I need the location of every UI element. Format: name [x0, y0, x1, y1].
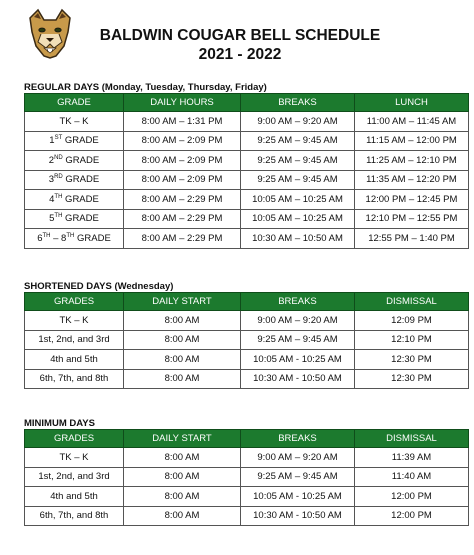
dismissal-cell: 12:00 PM: [355, 487, 469, 507]
dismissal-cell: 12:30 PM: [355, 369, 469, 389]
start-cell: 8:00 AM: [124, 350, 241, 370]
hours-cell: 8:00 AM – 2:09 PM: [124, 170, 241, 190]
table-row: [25, 112, 469, 132]
breaks-cell: 9:25 AM – 9:45 AM: [241, 330, 355, 350]
shortened-days-table: [24, 292, 469, 389]
table-row: [25, 506, 469, 526]
col-header-dismissal: DISMISSAL: [355, 430, 469, 448]
breaks-cell: 10:05 AM – 10:25 AM: [241, 190, 355, 210]
grade-cell: 1ST GRADE: [25, 131, 124, 151]
col-header-breaks: BREAKS: [241, 94, 355, 112]
breaks-cell: 10:30 AM – 10:50 AM: [241, 229, 355, 249]
hours-cell: 8:00 AM – 2:09 PM: [124, 151, 241, 171]
lunch-cell: 12:10 PM – 12:55 PM: [355, 209, 469, 229]
start-cell: 8:00 AM: [124, 311, 241, 331]
table-row: [25, 311, 469, 331]
table-row: [25, 487, 469, 507]
lunch-cell: 11:35 AM – 12:20 PM: [355, 170, 469, 190]
dismissal-cell: 12:00 PM: [355, 506, 469, 526]
lunch-cell: 11:15 AM – 12:00 PM: [355, 131, 469, 151]
breaks-cell: 10:30 AM - 10:50 AM: [241, 369, 355, 389]
grade-cell: TK – K: [25, 448, 124, 468]
grade-cell: 1st, 2nd, and 3rd: [25, 330, 124, 350]
table-header-row: [25, 94, 469, 112]
lunch-cell: 11:25 AM – 12:10 PM: [355, 151, 469, 171]
lunch-cell: 12:55 PM – 1:40 PM: [355, 229, 469, 249]
page-title: [90, 26, 390, 64]
hours-cell: 8:00 AM – 2:29 PM: [124, 190, 241, 210]
start-cell: 8:00 AM: [124, 369, 241, 389]
grade-cell: 3RD GRADE: [25, 170, 124, 190]
grade-cell: TK – K: [25, 112, 124, 132]
table-header-row: [25, 293, 469, 311]
start-cell: 8:00 AM: [124, 448, 241, 468]
title-line-2: 2021 - 2022: [198, 46, 282, 63]
minimum-days-table: [24, 429, 469, 526]
col-header-grades: GRADES: [25, 293, 124, 311]
col-header-daily-start: DAILY START: [124, 293, 241, 311]
breaks-cell: 10:30 AM - 10:50 AM: [241, 506, 355, 526]
grade-cell: 6th, 7th, and 8th: [25, 369, 124, 389]
grade-cell: 6th, 7th, and 8th: [25, 506, 124, 526]
dismissal-cell: 11:40 AM: [355, 467, 469, 487]
grade-cell: 1st, 2nd, and 3rd: [25, 467, 124, 487]
grade-cell: 4th and 5th: [25, 350, 124, 370]
start-cell: 8:00 AM: [124, 467, 241, 487]
grade-cell: 4TH GRADE: [25, 190, 124, 210]
breaks-cell: 9:00 AM – 9:20 AM: [241, 112, 355, 132]
table-row: [25, 209, 469, 229]
dismissal-cell: 12:30 PM: [355, 350, 469, 370]
table-row: [25, 350, 469, 370]
table-row: [25, 170, 469, 190]
start-cell: 8:00 AM: [124, 330, 241, 350]
table-row: [25, 369, 469, 389]
dismissal-cell: 12:09 PM: [355, 311, 469, 331]
start-cell: 8:00 AM: [124, 487, 241, 507]
grade-cell: 5TH GRADE: [25, 209, 124, 229]
dismissal-cell: 11:39 AM: [355, 448, 469, 468]
col-header-daily-start: DAILY START: [124, 430, 241, 448]
dismissal-cell: 12:10 PM: [355, 330, 469, 350]
col-header-grades: GRADES: [25, 430, 124, 448]
col-header-daily-hours: DAILY HOURS: [124, 94, 241, 112]
breaks-cell: 9:00 AM – 9:20 AM: [241, 448, 355, 468]
col-header-lunch: LUNCH: [355, 94, 469, 112]
minimum-days-title: MINIMUM DAYS: [24, 418, 95, 429]
table-row: [25, 131, 469, 151]
table-row: [25, 448, 469, 468]
grade-cell: 6TH – 8TH GRADE: [25, 229, 124, 249]
breaks-cell: 9:25 AM – 9:45 AM: [241, 151, 355, 171]
col-header-breaks: BREAKS: [241, 430, 355, 448]
hours-cell: 8:00 AM – 2:09 PM: [124, 131, 241, 151]
table-row: [25, 467, 469, 487]
grade-cell: TK – K: [25, 311, 124, 331]
regular-days-table: [24, 93, 469, 249]
col-header-dismissal: DISMISSAL: [355, 293, 469, 311]
shortened-days-title: SHORTENED DAYS (Wednesday): [24, 281, 174, 292]
grade-cell: 2ND GRADE: [25, 151, 124, 171]
table-row: [25, 229, 469, 249]
col-header-breaks: BREAKS: [241, 293, 355, 311]
table-row: [25, 151, 469, 171]
table-header-row: [25, 430, 469, 448]
start-cell: 8:00 AM: [124, 506, 241, 526]
hours-cell: 8:00 AM – 2:29 PM: [124, 229, 241, 249]
hours-cell: 8:00 AM – 1:31 PM: [124, 112, 241, 132]
grade-cell: 4th and 5th: [25, 487, 124, 507]
breaks-cell: 10:05 AM - 10:25 AM: [241, 487, 355, 507]
breaks-cell: 9:25 AM – 9:45 AM: [241, 467, 355, 487]
table-row: [25, 190, 469, 210]
page-header: [0, 0, 474, 80]
lunch-cell: 11:00 AM – 11:45 AM: [355, 112, 469, 132]
breaks-cell: 10:05 AM – 10:25 AM: [241, 209, 355, 229]
regular-days-title: REGULAR DAYS (Monday, Tuesday, Thursday, Friday): [24, 82, 267, 93]
breaks-cell: 9:00 AM – 9:20 AM: [241, 311, 355, 331]
title-line-1: BALDWIN COUGAR BELL SCHEDULE: [99, 27, 381, 44]
cougar-logo-icon: [24, 8, 76, 60]
col-header-grade: GRADE: [25, 94, 124, 112]
hours-cell: 8:00 AM – 2:29 PM: [124, 209, 241, 229]
table-row: [25, 330, 469, 350]
breaks-cell: 9:25 AM – 9:45 AM: [241, 170, 355, 190]
breaks-cell: 9:25 AM – 9:45 AM: [241, 131, 355, 151]
breaks-cell: 10:05 AM - 10:25 AM: [241, 350, 355, 370]
lunch-cell: 12:00 PM – 12:45 PM: [355, 190, 469, 210]
